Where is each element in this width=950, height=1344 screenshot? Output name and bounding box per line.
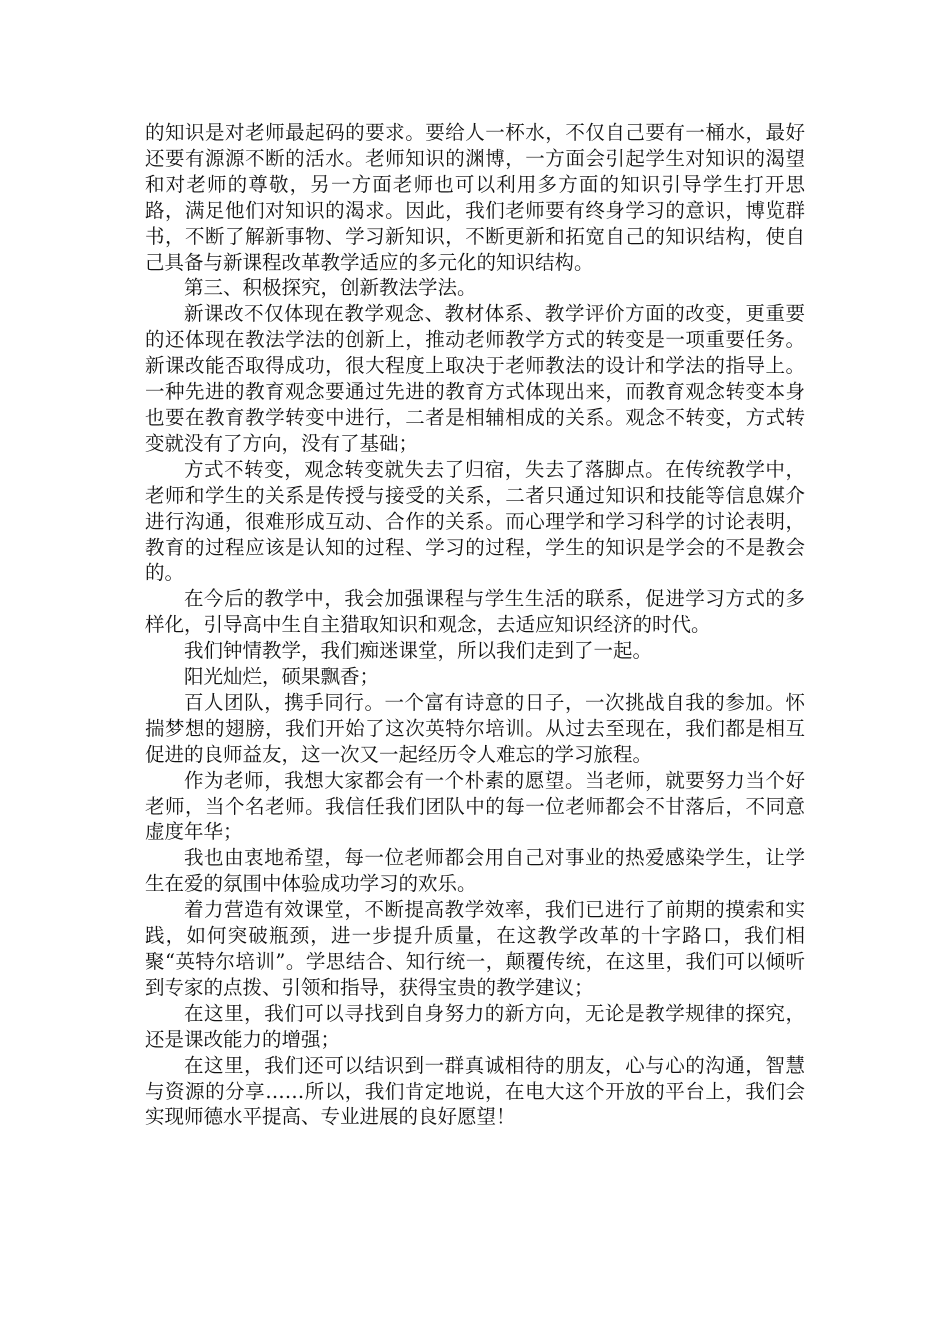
paragraph: 作为老师，我想大家都会有一个朴素的愿望。当老师，就要努力当个好老师，当个名老师。我信任我们团队中的每一位老师都会不甘落后，不同意虚度年华； [145, 768, 805, 844]
paragraph: 方式不转变，观念转变就失去了归宿，失去了落脚点。在传统教学中，老师和学生的关系是传授与接受的关系，二者只通过知识和技能等信息媒介进行沟通，很难形成互动、合作的关系。而心理学和学习科学的讨论表明，教育的过程应该是认知的过程、学习的过程，学生的知识是学会的不是教会的。 [145, 457, 805, 585]
paragraph: 在这里，我们还可以结识到一群真诚相待的朋友，心与心的沟通，智慧与资源的分享……所以，我们肯定地说，在电大这个开放的平台上，我们会实现师德水平提高、专业进展的良好愿望！ [145, 1053, 805, 1129]
paragraph: 新课改不仅体现在教学观念、教材体系、教学评价方面的改变，更重要的还体现在教法学法的创新上，推动老师教学方式的转变是一项重要任务。新课改能否取得成功，很大程度上取决于老师教法的设计和学法的指导上。一种先进的教育观念要通过先进的教育方式体现出来，而教育观念转变本身也要在教育教学转变中进行，二者是相辅相成的关系。观念不转变，方式转变就没有了方向，没有了基础； [145, 302, 805, 455]
paragraph: 阳光灿烂，硕果飘香； [184, 665, 380, 689]
paragraph: 我们钟情教学，我们痴迷课堂，所以我们走到了一起。 [184, 639, 653, 663]
paragraph: 在今后的教学中，我会加强课程与学生生活的联系，促进学习方式的多样化，引导高中生自主猎取知识和观念，去适应知识经济的时代。 [145, 587, 805, 637]
paragraph: 着力营造有效课堂，不断提高教学效率，我们已进行了前期的摸索和实践，如何突破瓶颈，进一步提升质量，在这教学改革的十字路口，我们相聚“英特尔培训”。学思结合、知行统一，颠覆传统，在这里，我们可以倾听到专家的点拨、引领和指导，获得宝贵的教学建议； [145, 898, 805, 999]
paragraph: 百人团队，携手同行。一个富有诗意的日子，一次挑战自我的参加。怀揣梦想的翅膀，我们开始了这次英特尔培训。从过去至现在，我们都是相互促进的良师益友，这一次又一起经历令人难忘的学习旅程。 [145, 690, 805, 766]
paragraph: 我也由衷地希望，每一位老师都会用自己对事业的热爱感染学生，让学生在爱的氛围中体验成功学习的欢乐。 [145, 846, 805, 896]
paragraph-continued: 的知识是对老师最起码的要求。要给人一杯水，不仅自己要有一桶水，最好还要有源源不断的活水。老师知识的渊博，一方面会引起学生对知识的渴望和对老师的尊敬，另一方面老师也可以利用多方面的知识引导学生打开思路，满足他们对知识的渴求。因此，我们老师要有终身学习的意识，博览群书，不断了解新事物、学习新知识，不断更新和拓宽自己的知识结构，使自己具备与新课程改革教学适应的多元化的知识结构。 [145, 121, 805, 274]
document-body [145, 120, 805, 1130]
section-heading-3: 第三、积极探究，创新教法学法。 [184, 276, 477, 300]
paragraph: 在这里，我们可以寻找到自身努力的新方向，无论是教学规律的探究，还是课改能力的增强； [145, 1001, 805, 1051]
